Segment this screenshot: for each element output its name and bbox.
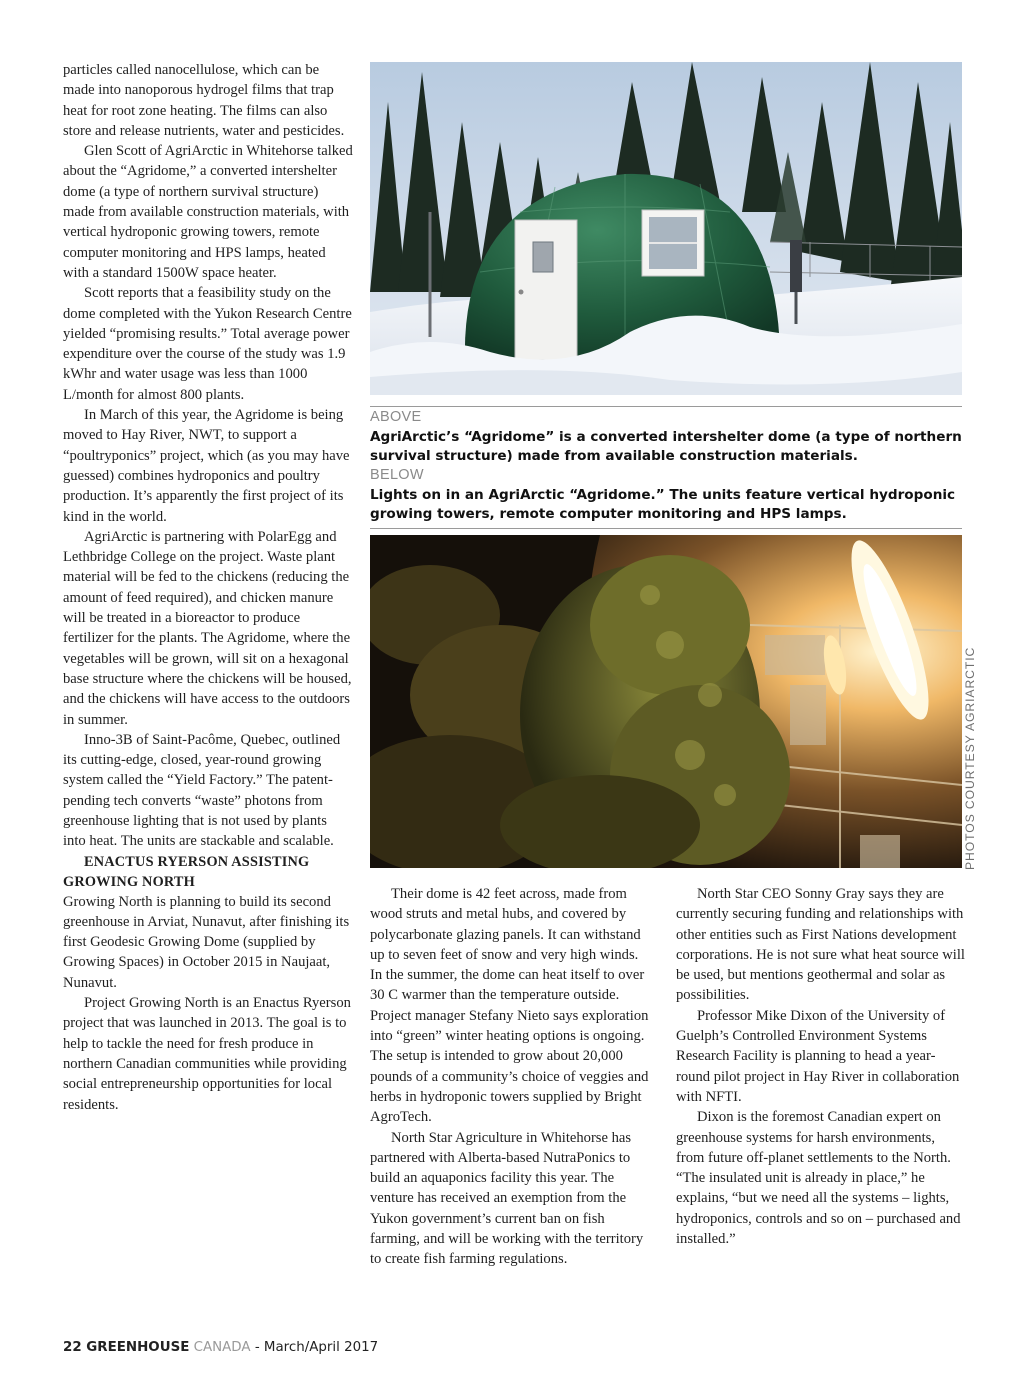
paragraph: AgriArctic is partnering with PolarEgg and Lethbridge College on the project. Waste plant material will be fed to the chickens (reducing the amount of feed required), and chicken manure will be treated in a bioreactor to produce fertilizer for the plants. The Agridome, where the vegetables will be grown, will sit on a hexagonal base structure where the chickens will be housed, and the chickens will have access to the outdoors in summer. — [63, 528, 352, 728]
paragraph: Their dome is 42 feet across, made from wood struts and metal hubs, and covered by polycarbonate glazing panels. It can withstand up to seven feet of snow and very high winds. In the summer, the dome can heat itself to over 30 C warmer than the temperature outside. Project manager Stefany Nieto says exploration into “green” winter heating options is ongoing. The setup is intended to grow about 20,000 pounds of a community’s choice of veggies and herbs in hydroponic towers supplied by Bright AgroTech. — [370, 886, 649, 1126]
caption-below: Lights on in an AgriArctic “Agridome.” The units feature vertical hydroponic growing towers, remote computer monitoring and HPS lamps. — [370, 487, 956, 522]
paragraph: Dixon is the foremost Canadian expert on greenhouse systems for harsh environments, from future off-planet settlements to the North. “The insulated unit is already in place,” he explains, “but we need all the systems – lights, hydroponics, controls and so on – purchased and installed.” — [676, 1109, 961, 1248]
paragraph: Professor Mike Dixon of the University of Guelph’s Controlled Environment Systems Research Facility is planning to head a year-round pilot project in Hay River in collaboration with NFTI. — [676, 1007, 960, 1105]
article-column-left — [63, 60, 353, 1115]
paragraph: particles called nanocellulose, which can be made into nanoporous hydrogel films that trap heat for root zone heating. The films can also store and release nutrients, water and pesticides. — [63, 62, 345, 139]
paragraph: Growing North is planning to build its second greenhouse in Arviat, Nunavut, after finishing its first Geodesic Growing Dome (supplied by Growing Spaces) in October 2015 in Naujaat, Nunavut. — [63, 893, 350, 991]
paragraph: In March of this year, the Agridome is being moved to Hay River, NWT, to support a “poultryponics” project, which (as you may have guessed) combines hydroponics and poultry production. It’s apparently the first project of its kind in the world. — [63, 407, 350, 525]
agridome-interior-photo — [370, 535, 962, 868]
page-footer — [63, 1340, 378, 1355]
photo-credit: PHOTOS COURTESY AGRIARCTIC — [963, 646, 977, 870]
article-column-right — [676, 884, 966, 1249]
caption-above: AgriArctic’s “Agridome” is a converted intershelter dome (a type of northern survival structure) made from available construction materials. — [370, 429, 962, 464]
agridome-exterior-photo — [370, 62, 962, 395]
caption-label-above: ABOVE — [370, 409, 422, 425]
footer-magazine-name: CANADA — [193, 1340, 251, 1355]
caption-label-below: BELOW — [370, 467, 424, 483]
paragraph: Glen Scott of AgriArctic in Whitehorse talked about the “Agridome,” a converted intershelter dome (a type of northern survival structure) made from available construction materials, with vertical hydroponic growing towers, remote computer monitoring and HPS lamps, heated with a standard 1500W space heater. — [63, 143, 353, 281]
paragraph: Scott reports that a feasibility study on the dome completed with the Yukon Research Centre yielded “promising results.” Total average power expenditure over the course of the study was 1.9 kWhr and water usage was less than 1000 L/month for almost 800 plants. — [63, 285, 352, 403]
paragraph: North Star CEO Sonny Gray says they are currently securing funding and relationships with other entities such as First Nations development corporations. He is not sure what heat source will be used, but mentions geothermal and solar as possibilities. — [676, 886, 965, 1004]
paragraph: Inno-3B of Saint-Pacôme, Quebec, outlined its cutting-edge, closed, year-round growing system called the “Yield Factory.” The patent-pending tech converts “waste” photons from greenhouse lighting that is not used by plants into heat. The units are stackable and scalable. — [63, 731, 341, 850]
caption-bottom-rule — [370, 528, 962, 529]
paragraph: North Star Agriculture in Whitehorse has partnered with Alberta-based NutraPonics to build an aquaponics facility this year. The venture has received an exemption from the Yukon government’s current ban on fish farming, and will be working with the territory to create fish farming regulations. — [370, 1129, 644, 1268]
footer-issue: - March/April 2017 — [254, 1340, 379, 1355]
section-heading: ENACTUS RYERSON ASSISTING GROWING NORTH — [63, 853, 310, 890]
article-column-middle — [370, 884, 653, 1270]
paragraph: Project Growing North is an Enactus Ryerson project that was launched in 2013. The goal is to help to tackle the need for fresh produce in northern Canadian communities while providing social entrepreneurship opportunities for local residents. — [63, 995, 351, 1113]
footer-page-magazine: 22 GREENHOUSE — [63, 1340, 190, 1355]
caption-top-rule — [370, 406, 962, 407]
